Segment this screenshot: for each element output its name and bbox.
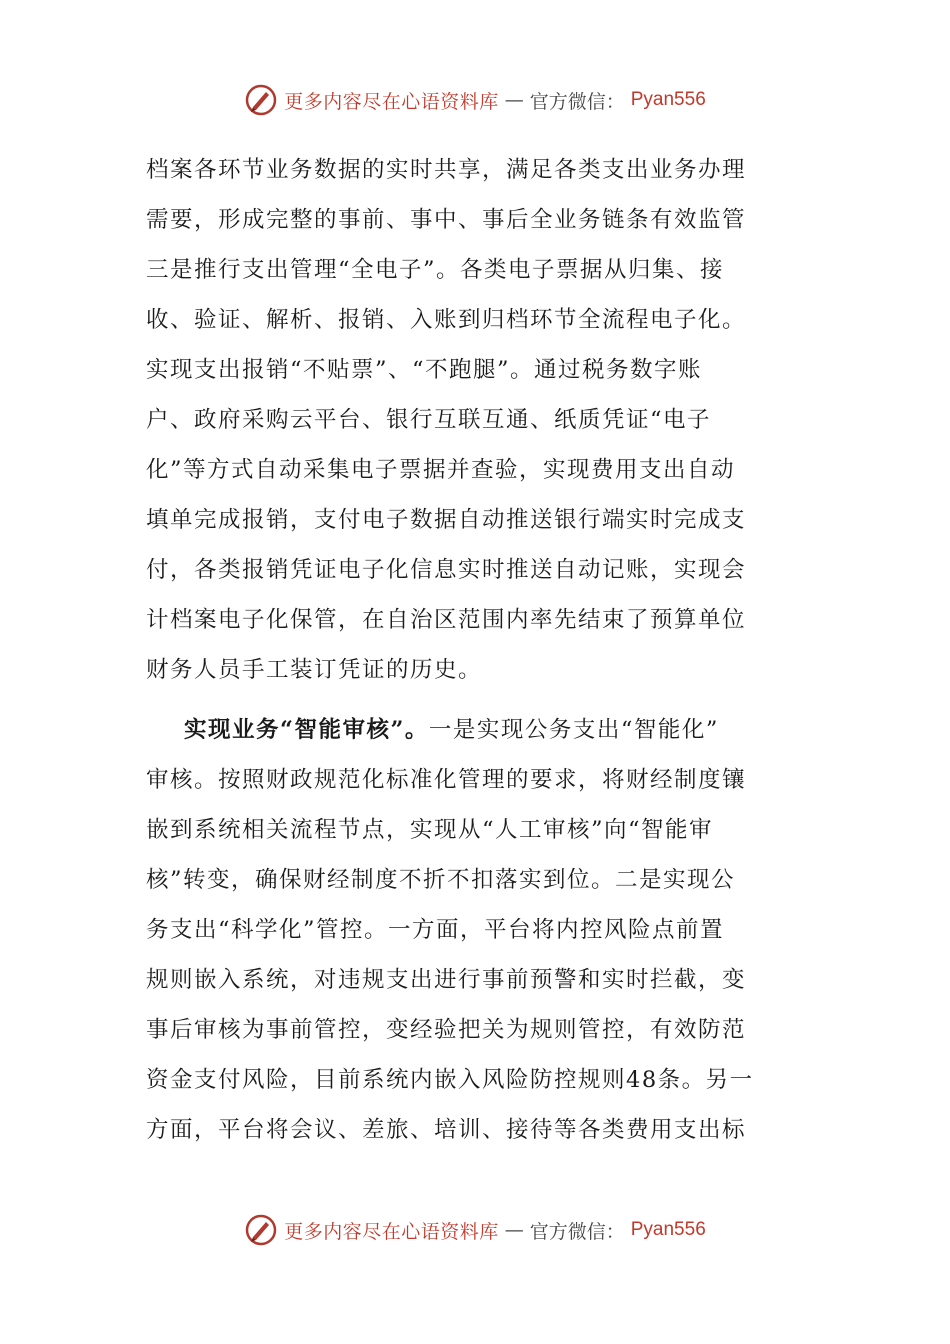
text-line: 实现支出报销“不贴票”、“不跑腿”。通过税务数字账 [146,357,703,383]
text-run: 一是实现公务支出“智能化” [428,717,719,743]
banner-wechat-label: 官方微信： [529,1220,625,1243]
text-line: 嵌到系统相关流程节点，实现从“人工审核”向“智能审 [146,817,714,843]
text-line: 填单完成报销，支付电子数据自动推送银行端实时完成支 [146,507,747,533]
text-line: 核”转变，确保财经制度不折不扣落实到位。二是实现公 [146,867,736,893]
banner-title: 更多内容尽在心语资料库 [284,90,499,113]
text-line: 资金支付风险，目前系统内嵌入风险防控规则48条。另一 [146,1067,754,1093]
text-line: 需要，形成完整的事前、事中、事后全业务链条有效监管 [146,207,747,233]
text-line: 计档案电子化保管，在自治区范围内率先结束了预算单位 [146,607,747,633]
text-line: 付，各类报销凭证电子化信息实时推送自动记账，实现会 [146,557,747,583]
paragraph-2 [146,705,806,1155]
paragraph-1 [146,145,806,695]
document-body [146,145,806,1155]
text-line: 财务人员手工装订凭证的历史。 [146,657,483,683]
text-line: 务支出“科学化”管控。一方面，平台将内控风险点前置 [146,917,725,943]
pen-logo-icon [244,1213,278,1247]
banner-wechat-id: Pyan556 [630,89,706,110]
footer-banner [0,1210,950,1250]
text-line: 档案各环节业务数据的实时共享，满足各类支出业务办理 [146,157,747,183]
header-banner [0,80,950,120]
text-line: 事后审核为事前管控，变经验把关为规则管控，有效防范 [146,1017,747,1043]
section-heading: 实现业务“智能审核”。 [184,717,429,743]
text-line: 规则嵌入系统，对违规支出进行事前预警和实时拦截，变 [146,967,747,993]
banner-dash: — [504,1219,524,1241]
text-line: 三是推行支出管理“全电子”。各类电子票据从归集、接 [146,257,725,283]
banner-title: 更多内容尽在心语资料库 [284,1220,499,1243]
text-line: 户、政府采购云平台、银行互联互通、纸质凭证“电子 [146,407,712,433]
pen-logo-icon [244,83,278,117]
text-line: 方面，平台将会议、差旅、培训、接待等各类费用支出标 [146,1117,747,1143]
banner-content [244,1213,706,1247]
banner-wechat-id: Pyan556 [630,1219,706,1240]
text-line: 审核。按照财政规范化标准化管理的要求，将财经制度镶 [146,767,747,793]
text-line: 化”等方式自动采集电子票据并查验，实现费用支出自动 [146,457,736,483]
paragraph-2-first-line [146,705,806,755]
paragraph-gap [146,695,806,705]
banner-dash: — [504,89,524,111]
banner-content [244,83,706,117]
banner-wechat-label: 官方微信： [529,90,625,113]
text-line: 收、验证、解析、报销、入账到归档环节全流程电子化。 [146,307,747,333]
